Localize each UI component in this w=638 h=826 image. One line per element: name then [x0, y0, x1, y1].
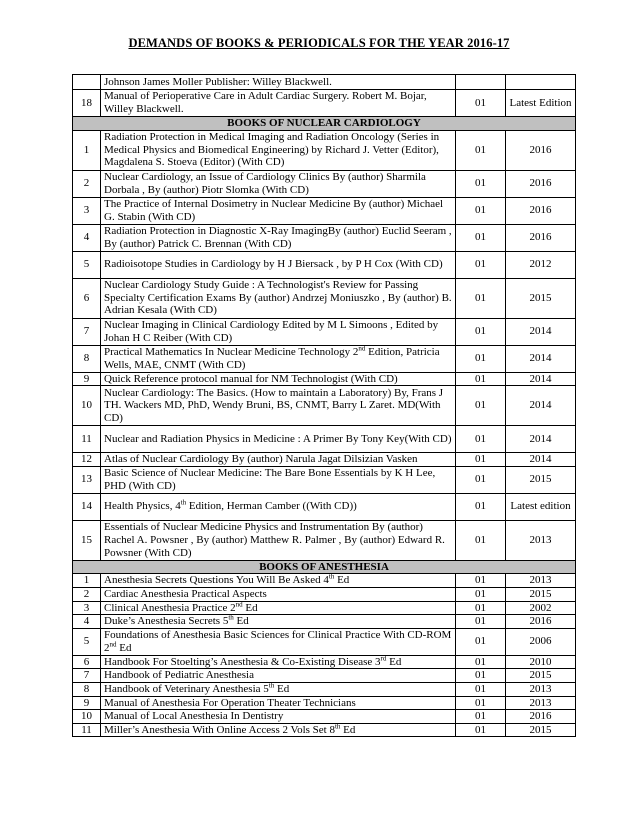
edition-year — [506, 75, 576, 90]
serial-number: 5 — [73, 628, 101, 655]
table-row — [73, 710, 576, 724]
book-title: Nuclear and Radiation Physics in Medicine : A Primer By Tony Key(With CD) — [101, 426, 456, 453]
table-row — [73, 90, 576, 117]
edition-year: 2015 — [506, 587, 576, 601]
quantity: 01 — [456, 224, 506, 251]
table-row — [73, 75, 576, 90]
serial-number: 2 — [73, 170, 101, 197]
quantity: 01 — [456, 682, 506, 696]
edition-year: 2016 — [506, 197, 576, 224]
table-row — [73, 197, 576, 224]
book-title: Nuclear Cardiology, an Issue of Cardiology Clinics By (author) Sharmila Dorbala , By (author) Piotr Slomka (With CD) — [101, 170, 456, 197]
book-title: Essentials of Nuclear Medicine Physics and Instrumentation By (author) Rachel A. Powsner , By (author) Matthew R. Palmer , By (author) Edward R. Powsner (With CD) — [101, 520, 456, 560]
edition-year: 2016 — [506, 130, 576, 170]
edition-year: 2014 — [506, 426, 576, 453]
table-row — [73, 574, 576, 588]
table-row — [73, 130, 576, 170]
edition-year: 2016 — [506, 170, 576, 197]
edition-year: 2014 — [506, 453, 576, 467]
serial-number: 6 — [73, 655, 101, 669]
serial-number: 1 — [73, 130, 101, 170]
edition-year: 2014 — [506, 386, 576, 426]
quantity: 01 — [456, 130, 506, 170]
table-row — [73, 466, 576, 493]
ordinal-suffix: th — [228, 613, 234, 622]
ordinal-suffix: nd — [235, 599, 243, 608]
book-title: Manual of Perioperative Care in Adult Cardiac Surgery. Robert M. Bojar, Willey Blackwell. — [101, 90, 456, 117]
table-row — [73, 520, 576, 560]
ordinal-suffix: th — [328, 572, 335, 581]
book-title: Cardiac Anesthesia Practical Aspects — [101, 587, 456, 601]
serial-number: 3 — [73, 197, 101, 224]
serial-number: 9 — [73, 696, 101, 710]
edition-year: 2010 — [506, 655, 576, 669]
book-title: Handbook For Stoelting’s Anesthesia & Co-Existing Disease 3rd Ed — [101, 655, 456, 669]
quantity: 01 — [456, 723, 506, 737]
book-title: Nuclear Imaging in Clinical Cardiology Edited by M L Simoons , Edited by Johan H C Reiber (With CD) — [101, 318, 456, 345]
ordinal-suffix: nd — [358, 344, 366, 353]
book-title: Basic Science of Nuclear Medicine: The Bare Bone Essentials by K H Lee, PHD (With CD) — [101, 466, 456, 493]
quantity: 01 — [456, 710, 506, 724]
table-row — [73, 318, 576, 345]
quantity: 01 — [456, 466, 506, 493]
table-row — [73, 224, 576, 251]
quantity: 01 — [456, 278, 506, 318]
table-row — [73, 601, 576, 615]
table-row — [73, 587, 576, 601]
edition-year: 2012 — [506, 251, 576, 278]
edition-year: 2015 — [506, 278, 576, 318]
quantity: 01 — [456, 170, 506, 197]
ordinal-suffix: th — [180, 498, 187, 507]
edition-year: 2013 — [506, 696, 576, 710]
table-row — [73, 682, 576, 696]
section-title: BOOKS OF NUCLEAR CARDIOLOGY — [73, 117, 576, 131]
quantity: 01 — [456, 318, 506, 345]
edition-year: 2016 — [506, 710, 576, 724]
quantity — [456, 75, 506, 90]
serial-number: 15 — [73, 520, 101, 560]
book-title: Manual of Local Anesthesia In Dentistry — [101, 710, 456, 724]
quantity: 01 — [456, 372, 506, 386]
ordinal-suffix: th — [268, 681, 275, 690]
book-title: Johnson James Moller Publisher: Willey Blackwell. — [101, 75, 456, 90]
quantity: 01 — [456, 90, 506, 117]
serial-number: 4 — [73, 224, 101, 251]
edition-year: 2006 — [506, 628, 576, 655]
serial-number: 3 — [73, 601, 101, 615]
serial-number: 5 — [73, 251, 101, 278]
quantity: 01 — [456, 615, 506, 629]
edition-year: 2014 — [506, 372, 576, 386]
serial-number — [73, 75, 101, 90]
section-header-row — [73, 560, 576, 574]
quantity: 01 — [456, 345, 506, 372]
quantity: 01 — [456, 386, 506, 426]
serial-number: 6 — [73, 278, 101, 318]
serial-number: 13 — [73, 466, 101, 493]
table-row — [73, 655, 576, 669]
book-title: Handbook of Veterinary Anesthesia 5th Ed — [101, 682, 456, 696]
ordinal-suffix: rd — [380, 654, 387, 663]
section-header-row — [73, 117, 576, 131]
edition-year: 2013 — [506, 520, 576, 560]
edition-year: 2015 — [506, 466, 576, 493]
quantity: 01 — [456, 655, 506, 669]
quantity: 01 — [456, 197, 506, 224]
serial-number: 8 — [73, 345, 101, 372]
book-title: Handbook of Pediatric Anesthesia — [101, 669, 456, 683]
books-table-body — [73, 75, 576, 737]
table-row — [73, 278, 576, 318]
table-row — [73, 170, 576, 197]
serial-number: 10 — [73, 386, 101, 426]
edition-year: 2014 — [506, 318, 576, 345]
book-title: Health Physics, 4th Edition, Herman Camber ((With CD)) — [101, 493, 456, 520]
edition-year: 2015 — [506, 669, 576, 683]
books-table — [72, 74, 576, 737]
quantity: 01 — [456, 696, 506, 710]
quantity: 01 — [456, 628, 506, 655]
table-row — [73, 386, 576, 426]
serial-number: 18 — [73, 90, 101, 117]
serial-number: 12 — [73, 453, 101, 467]
book-title: Duke’s Anesthesia Secrets 5th Ed — [101, 615, 456, 629]
section-title: BOOKS OF ANESTHESIA — [73, 560, 576, 574]
book-title: Foundations of Anesthesia Basic Sciences for Clinical Practice With CD-ROM 2nd Ed — [101, 628, 456, 655]
book-title: Miller’s Anesthesia With Online Access 2 Vols Set 8th Ed — [101, 723, 456, 737]
edition-year: Latest edition — [506, 493, 576, 520]
book-title: Quick Reference protocol manual for NM Technologist (With CD) — [101, 372, 456, 386]
book-title: Anesthesia Secrets Questions You Will Be Asked 4th Ed — [101, 574, 456, 588]
quantity: 01 — [456, 669, 506, 683]
edition-year: Latest Edition — [506, 90, 576, 117]
edition-year: 2013 — [506, 682, 576, 696]
edition-year: 2014 — [506, 345, 576, 372]
quantity: 01 — [456, 587, 506, 601]
book-title: Atlas of Nuclear Cardiology By (author) Narula Jagat Dilsizian Vasken — [101, 453, 456, 467]
quantity: 01 — [456, 251, 506, 278]
edition-year: 2015 — [506, 723, 576, 737]
table-row — [73, 453, 576, 467]
book-title: Nuclear Cardiology Study Guide : A Technologist's Review for Passing Specialty Certification Exams By (author) Andrzej Moniuszko , By (author) B. Adrian Kesala (With CD) — [101, 278, 456, 318]
table-row — [73, 628, 576, 655]
serial-number: 11 — [73, 723, 101, 737]
book-title: Radiation Protection in Diagnostic X-Ray ImagingBy (author) Euclid Seeram , By (author) Patrick C. Brennan (With CD) — [101, 224, 456, 251]
serial-number: 10 — [73, 710, 101, 724]
book-title: Clinical Anesthesia Practice 2nd Ed — [101, 601, 456, 615]
quantity: 01 — [456, 520, 506, 560]
edition-year: 2013 — [506, 574, 576, 588]
serial-number: 9 — [73, 372, 101, 386]
table-row — [73, 426, 576, 453]
table-row — [73, 696, 576, 710]
table-row — [73, 345, 576, 372]
quantity: 01 — [456, 453, 506, 467]
table-row — [73, 669, 576, 683]
edition-year: 2016 — [506, 615, 576, 629]
book-title: Radiation Protection in Medical Imaging and Radiation Oncology (Series in Medical Physics and Biomedical Engineering) by Richard J. Vetter (Editor), Magdalena S. Stoeva (Editor) (With CD) — [101, 130, 456, 170]
table-row — [73, 493, 576, 520]
table-row — [73, 251, 576, 278]
serial-number: 1 — [73, 574, 101, 588]
serial-number: 14 — [73, 493, 101, 520]
book-title: Radioisotope Studies in Cardiology by H J Biersack , by P H Cox (With CD) — [101, 251, 456, 278]
quantity: 01 — [456, 493, 506, 520]
page-title: DEMANDS OF BOOKS & PERIODICALS FOR THE YEAR 2016-17 — [128, 36, 510, 50]
table-row — [73, 372, 576, 386]
ordinal-suffix: th — [334, 722, 341, 731]
serial-number: 4 — [73, 615, 101, 629]
quantity: 01 — [456, 426, 506, 453]
edition-year: 2016 — [506, 224, 576, 251]
table-row — [73, 615, 576, 629]
table-row — [73, 723, 576, 737]
serial-number: 7 — [73, 669, 101, 683]
book-title: Practical Mathematics In Nuclear Medicine Technology 2nd Edition, Patricia Wells, MAE, CNMT (With CD) — [101, 345, 456, 372]
serial-number: 7 — [73, 318, 101, 345]
quantity: 01 — [456, 574, 506, 588]
serial-number: 2 — [73, 587, 101, 601]
serial-number: 8 — [73, 682, 101, 696]
book-title: Manual of Anesthesia For Operation Theater Technicians — [101, 696, 456, 710]
ordinal-suffix: nd — [109, 640, 117, 649]
book-title: The Practice of Internal Dosimetry in Nuclear Medicine By (author) Michael G. Stabin (With CD) — [101, 197, 456, 224]
book-title: Nuclear Cardiology: The Basics. (How to maintain a Laboratory) By, Frans J TH. Wackers MD, PhD, Wendy Bruni, BS, CNMT, Barry L Zaret. MD(With CD) — [101, 386, 456, 426]
quantity: 01 — [456, 601, 506, 615]
serial-number: 11 — [73, 426, 101, 453]
edition-year: 2002 — [506, 601, 576, 615]
